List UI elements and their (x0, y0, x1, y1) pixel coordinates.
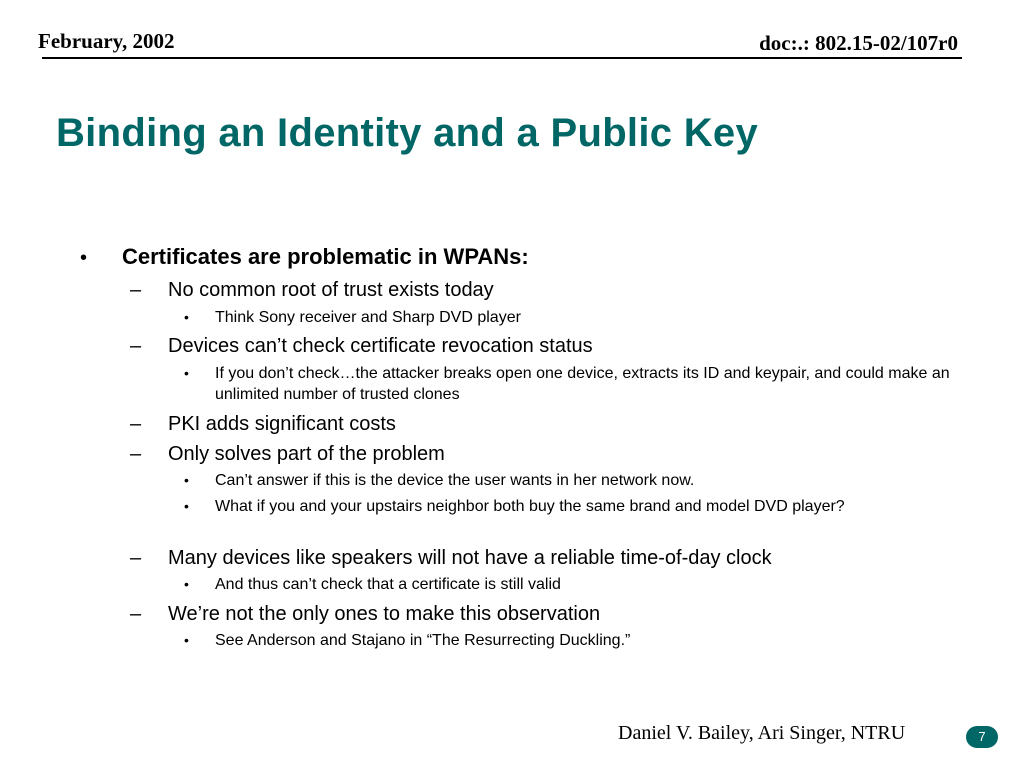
sub-list-item: And thus can’t check that a certificate is still valid (215, 576, 561, 593)
bullet-heading: Certificates are problematic in WPANs: (122, 244, 529, 269)
list-item: PKI adds significant costs (168, 413, 396, 435)
sub-bullet-marker: • (184, 632, 189, 648)
sub-list-item: Think Sony receiver and Sharp DVD player (215, 309, 521, 326)
dash-marker: – (130, 443, 142, 465)
sub-list-item: See Anderson and Stajano in “The Resurrecting Duckling.” (215, 632, 631, 649)
list-item: Devices can’t check certificate revocation status (168, 335, 593, 357)
list-item: No common root of trust exists today (168, 279, 494, 301)
dash-marker: – (130, 335, 142, 357)
sub-list-item: Can’t answer if this is the device the user wants in her network now. (215, 472, 695, 489)
list-item: Only solves part of the problem (168, 443, 445, 465)
sub-bullet-marker: • (184, 309, 189, 325)
sub-list-item: What if you and your upstairs neighbor both buy the same brand and model DVD player? (215, 498, 845, 515)
sub-bullet-marker: • (184, 365, 189, 381)
sub-list-item: If you don’t check…the attacker breaks open one device, extracts its ID and keypair, and could make an unlimited number of trusted clones (215, 365, 950, 403)
dash-marker: – (130, 547, 142, 569)
list-item: Many devices like speakers will not have a reliable time-of-day clock (168, 547, 772, 569)
sub-bullet-marker: • (184, 472, 189, 488)
dash-marker: – (130, 413, 142, 435)
sub-bullet-marker: • (184, 576, 189, 592)
page-number-badge: 7 (966, 726, 998, 748)
bullet-marker: • (80, 247, 88, 269)
dash-marker: – (130, 603, 142, 625)
sub-bullet-marker: • (184, 498, 189, 514)
slide-title: Binding an Identity and a Public Key (56, 111, 758, 155)
dash-marker: – (130, 279, 142, 301)
header-doc-id: doc:.: 802.15-02/107r0 (759, 31, 958, 55)
list-item: We’re not the only ones to make this observation (168, 603, 601, 625)
header-date: February, 2002 (38, 29, 175, 53)
footer-authors: Daniel V. Bailey, Ari Singer, NTRU (618, 722, 906, 744)
header-divider (42, 57, 962, 59)
